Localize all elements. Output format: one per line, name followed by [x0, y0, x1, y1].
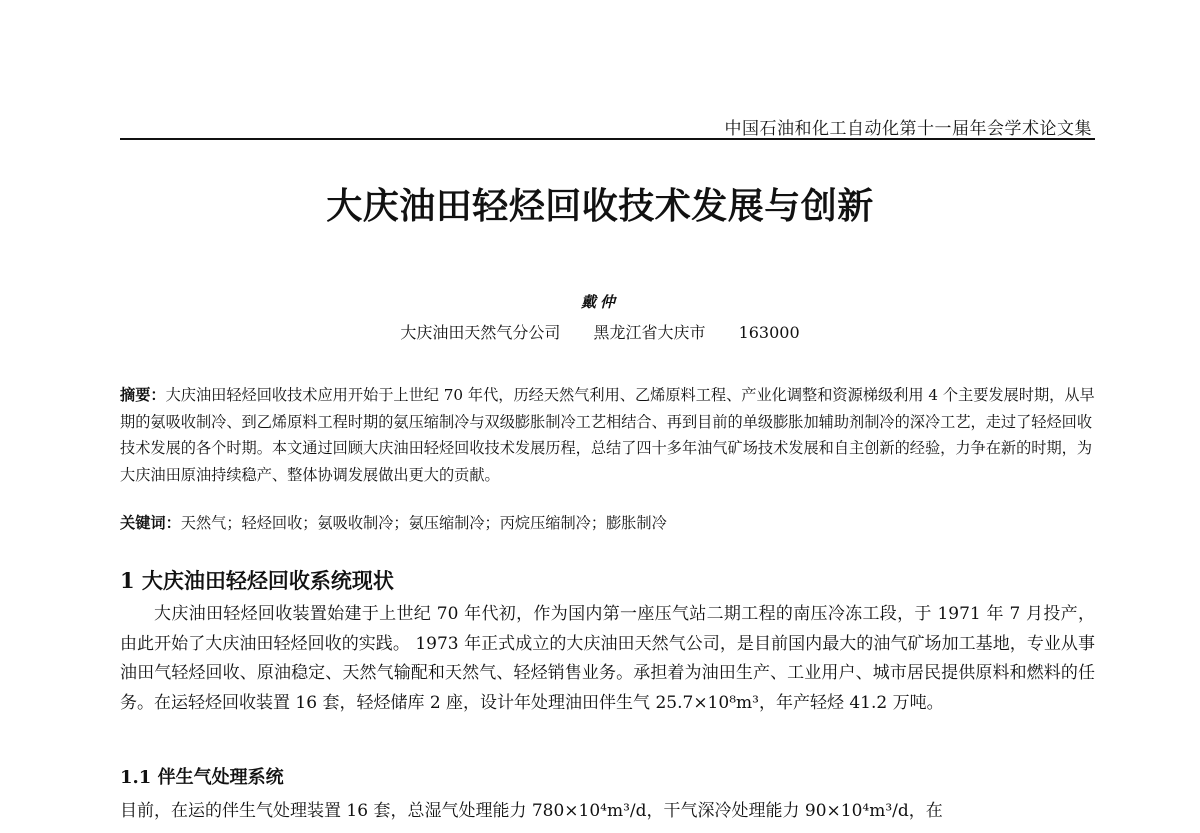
subsection-heading: 1.1 伴生气处理系统 — [120, 767, 284, 788]
affiliation-org: 大庆油田天然气分公司 — [400, 323, 561, 342]
keywords-label: 关键词： — [120, 514, 181, 532]
header-rule — [120, 138, 1095, 140]
paper-title: 大庆油田轻烃回收技术发展与创新 — [326, 185, 874, 227]
abstract — [120, 382, 1095, 488]
section-heading: 1 大庆油田轻烃回收系统现状 — [120, 568, 394, 593]
affiliation-postcode: 163000 — [738, 323, 800, 342]
running-header: 中国石油和化工自动化第十一届年会学术论文集 — [724, 119, 1092, 139]
abstract-text: 大庆油田轻烃回收技术应用开始于上世纪 70 年代，历经天然气利用、乙烯原料工程、产业化调整和资源梯级利用 4 个主要发展时期，从早期的氨吸收制冷、到乙烯原料工程时期的氨压缩制冷与双级膨胀制冷工艺相结合、再到目前的单级膨胀加辅助剂制冷的深冷工艺，走过了轻烃回收技术发展的各个时期。本文通过回顾大庆油田轻烃回收技术发展历程，总结了四十多年油气矿场技术发展和自主创新的经验，力争在新的时期，为大庆油田原油持续稳产、整体协调发展做出更大的贡献。 — [120, 386, 1095, 484]
keywords — [120, 510, 1095, 537]
subsection-paragraph: 目前，在运的伴生气处理装置 16 套，总湿气处理能力 780×10⁴m³/d，干气深冷处理能力 90×10⁴m³/d，在 — [120, 801, 943, 821]
affiliation-location: 黑龙江省大庆市 — [593, 323, 706, 342]
author-name: 戴仲 — [580, 293, 619, 311]
abstract-label: 摘要： — [120, 386, 166, 404]
affiliation — [0, 320, 1200, 343]
keywords-text: 天然气；轻烃回收；氨吸收制冷；氨压缩制冷；丙烷压缩制冷；膨胀制冷 — [180, 514, 667, 532]
section-paragraph: 大庆油田轻烃回收装置始建于上世纪 70 年代初，作为国内第一座压气站二期工程的南压冷冻工段，于 1971 年 7 月投产，由此开始了大庆油田轻烃回收的实践。 1973 年正式成立的大庆油田天然气公司，是目前国内最大的油气矿场加工基地，专业从事油田气轻烃回收、原油稳定、天然气输配和天然气、轻烃销售业务。承担着为油田生产、工业用户、城市居民提供原料和燃料的任务。在运轻烃回收装置 16 套，轻烃储库 2 座，设计年处理油田伴生气 25.7×10⁸m³，年产轻烃 41.2 万吨。 — [120, 604, 1095, 713]
